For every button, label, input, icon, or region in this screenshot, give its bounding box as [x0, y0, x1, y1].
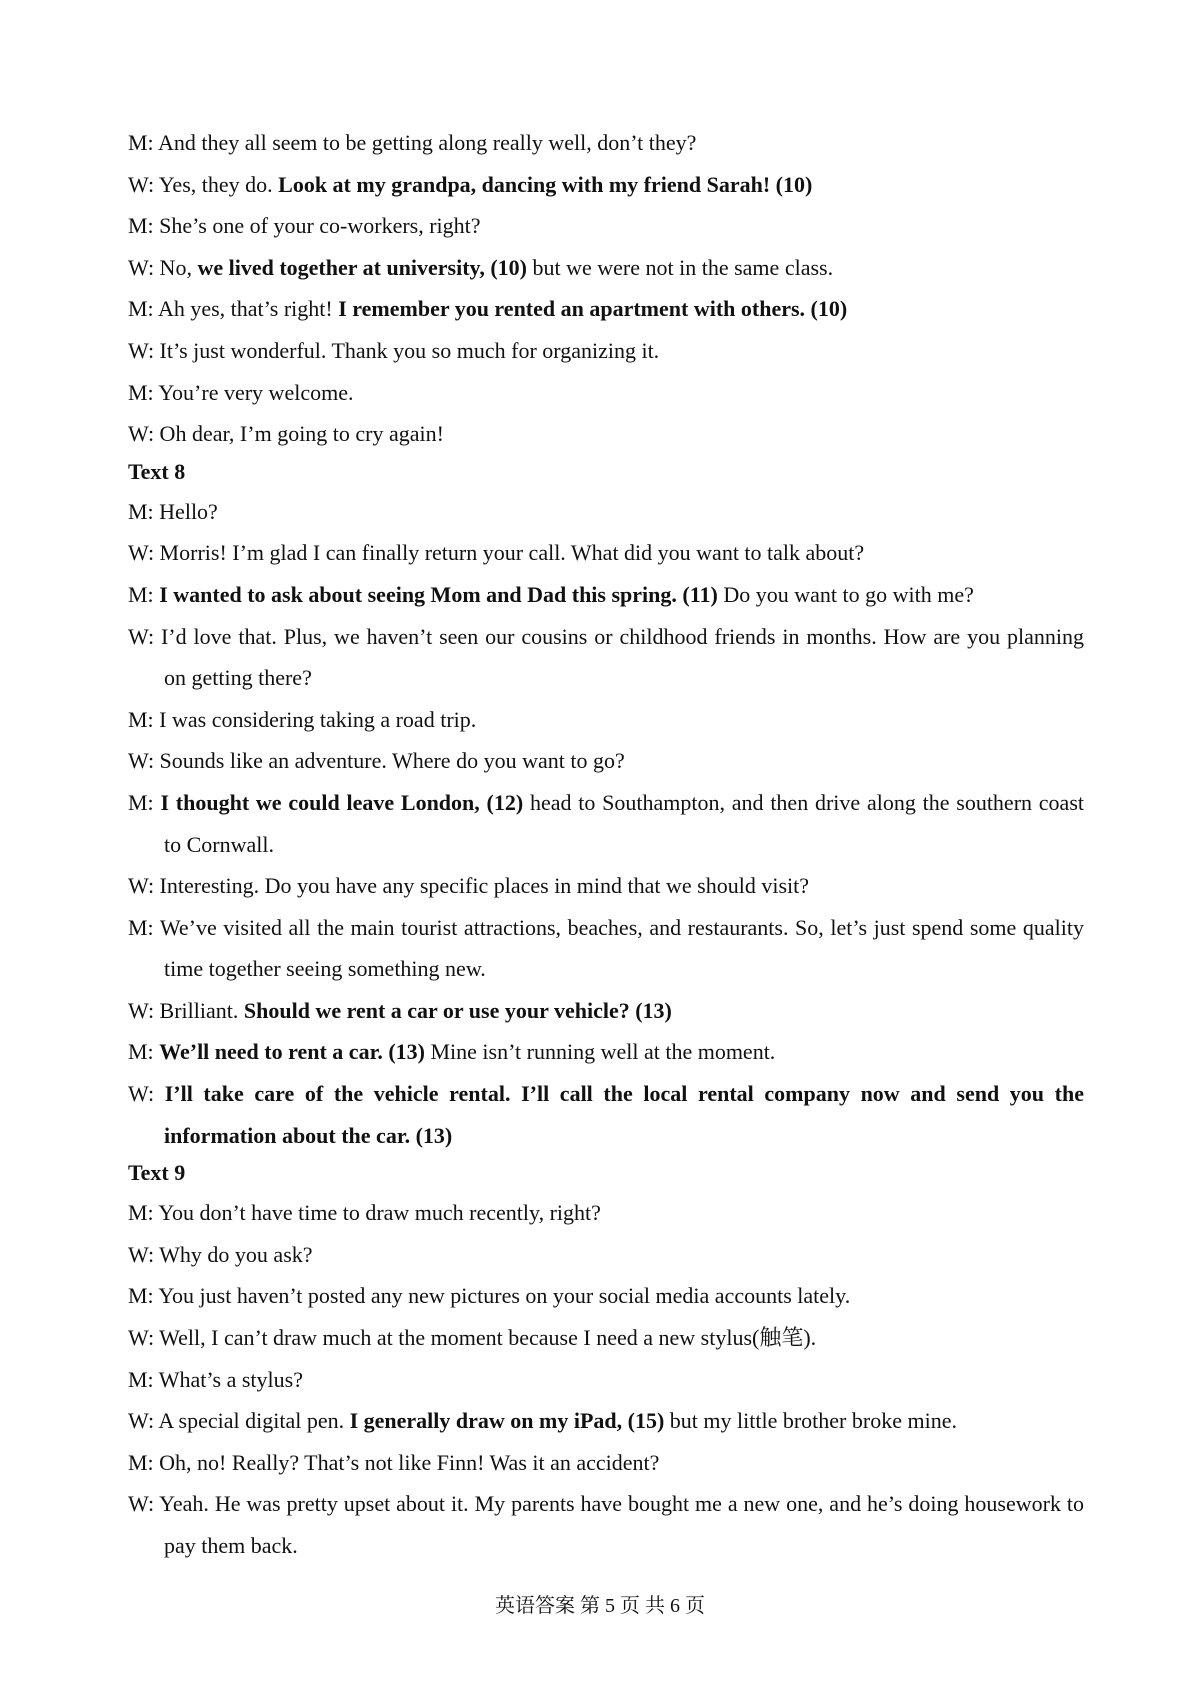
answer-highlight: I’ll take care of the vehicle rental. I’ll call the local rental company now and send you the information about the car. (13) [164, 1081, 1084, 1148]
dialogue-line [128, 1359, 1084, 1401]
dialogue-line [128, 1192, 1084, 1234]
dialogue-text: W: A special digital pen. [128, 1408, 350, 1434]
answer-highlight: I remember you rented an apartment with others. (10) [338, 296, 848, 322]
dialogue-text: head to Southampton, and then drive along the southern coast to Cornwall. [164, 789, 1084, 857]
dialogue-text: W: Yes, they do. [128, 171, 279, 197]
dialogue-line [128, 122, 1084, 164]
dialogue-text: Mine isn’t running well at the moment. [424, 1039, 776, 1065]
dialogue-line [128, 1317, 1084, 1359]
dialogue-line [128, 616, 1084, 699]
dialogue-text: Do you want to go with me? [717, 581, 974, 607]
section-heading [128, 1158, 1084, 1188]
dialogue-text: M: You’re very welcome. [128, 379, 354, 405]
dialogue-text: W: Yeah. He was pretty upset about it. My parents have bought me a new one, and he’s doing housework to pay them back. [128, 1491, 1084, 1558]
dialogue-text: M: And they all seem to be getting along really well, don’t they? [128, 130, 697, 155]
dialogue-line [128, 1442, 1084, 1484]
dialogue-text: M: You don’t have time to draw much recently, right? [128, 1200, 601, 1226]
answer-highlight: Text 9 [128, 1160, 186, 1186]
dialogue-line [128, 1400, 1084, 1442]
dialogue-text: M: [128, 581, 160, 607]
dialogue-text: W: Interesting. Do you have any specific places in mind that we should visit? [128, 873, 810, 899]
dialogue-line [128, 990, 1084, 1032]
dialogue-text: W: Oh dear, I’m going to cry again! [128, 421, 444, 447]
dialogue-text: W: Brilliant. [128, 997, 244, 1023]
dialogue-text: M: [128, 1039, 160, 1065]
dialogue-line [128, 372, 1084, 414]
dialogue-line [128, 413, 1084, 455]
dialogue-line [128, 782, 1084, 865]
dialogue-text: M: We’ve visited all the main tourist attractions, beaches, and restaurants. So, let’s just spend some quality time together seeing something new. [128, 914, 1084, 982]
dialogue-line [128, 1275, 1084, 1317]
answer-highlight: I wanted to ask about seeing Mom and Dad this spring. (11) [159, 581, 718, 607]
dialogue-line [128, 1031, 1084, 1073]
dialogue-text: W: I’d love that. Plus, we haven’t seen our cousins or childhood friends in months. How are you planning on getting there? [128, 623, 1084, 691]
dialogue-text: M: She’s one of your co-workers, right? [128, 213, 481, 239]
dialogue-line [128, 330, 1084, 372]
answer-highlight: Should we rent a car or use your vehicle? (13) [243, 997, 672, 1023]
dialogue-text: W: Morris! I’m glad I can finally return your call. What did you want to talk about? [128, 540, 865, 566]
dialogue-line [128, 205, 1084, 247]
answer-highlight: I generally draw on my iPad, (15) [349, 1408, 665, 1434]
answer-highlight: we lived together at university, (10) [197, 254, 527, 280]
dialogue-text: M: What’s a stylus? [128, 1366, 303, 1392]
dialogue-line [128, 740, 1084, 782]
dialogue-text: M: I was considering taking a road trip. [128, 706, 477, 732]
page-footer: 英语答案 第 5 页 共 6 页 [495, 1595, 705, 1617]
answer-highlight: Text 8 [128, 458, 186, 484]
section-heading [128, 457, 1084, 487]
dialogue-line [128, 288, 1084, 330]
dialogue-text: W: Why do you ask? [128, 1241, 313, 1267]
answer-highlight: Look at my grandpa, dancing with my friend Sarah! (10) [278, 171, 813, 197]
dialogue-text: M: Hello? [128, 498, 218, 524]
dialogue-text: W: [128, 1081, 165, 1107]
dialogue-line [128, 247, 1084, 289]
dialogue-text: W: Well, I can’t draw much at the moment because I need a new stylus(触笔). [128, 1325, 817, 1351]
dialogue-line [128, 1234, 1084, 1276]
dialogue-text: M: [128, 789, 161, 815]
dialogue-text: but my little brother broke mine. [664, 1408, 957, 1434]
dialogue-text: W: It’s just wonderful. Thank you so much for organizing it. [128, 337, 660, 363]
dialogue-line [128, 1483, 1084, 1566]
dialogue-text: but we were not in the same class. [527, 254, 834, 280]
answer-highlight: I thought we could leave London, (12) [160, 789, 524, 815]
answer-transcript [128, 122, 1084, 1567]
dialogue-line [128, 1073, 1084, 1156]
dialogue-line [128, 865, 1084, 907]
dialogue-text: W: No, [128, 254, 198, 280]
dialogue-text: M: You just haven’t posted any new pictures on your social media accounts lately. [128, 1283, 851, 1309]
dialogue-line [128, 574, 1084, 616]
dialogue-text: W: Sounds like an adventure. Where do you want to go? [128, 748, 625, 774]
dialogue-line [128, 907, 1084, 990]
dialogue-text: M: Oh, no! Really? That’s not like Finn! Was it an accident? [128, 1449, 660, 1475]
dialogue-line [128, 164, 1084, 206]
dialogue-line [128, 491, 1084, 533]
dialogue-line [128, 699, 1084, 741]
dialogue-text: M: Ah yes, that’s right! [128, 296, 339, 322]
dialogue-line [128, 532, 1084, 574]
answer-highlight: We’ll need to rent a car. (13) [159, 1039, 425, 1065]
